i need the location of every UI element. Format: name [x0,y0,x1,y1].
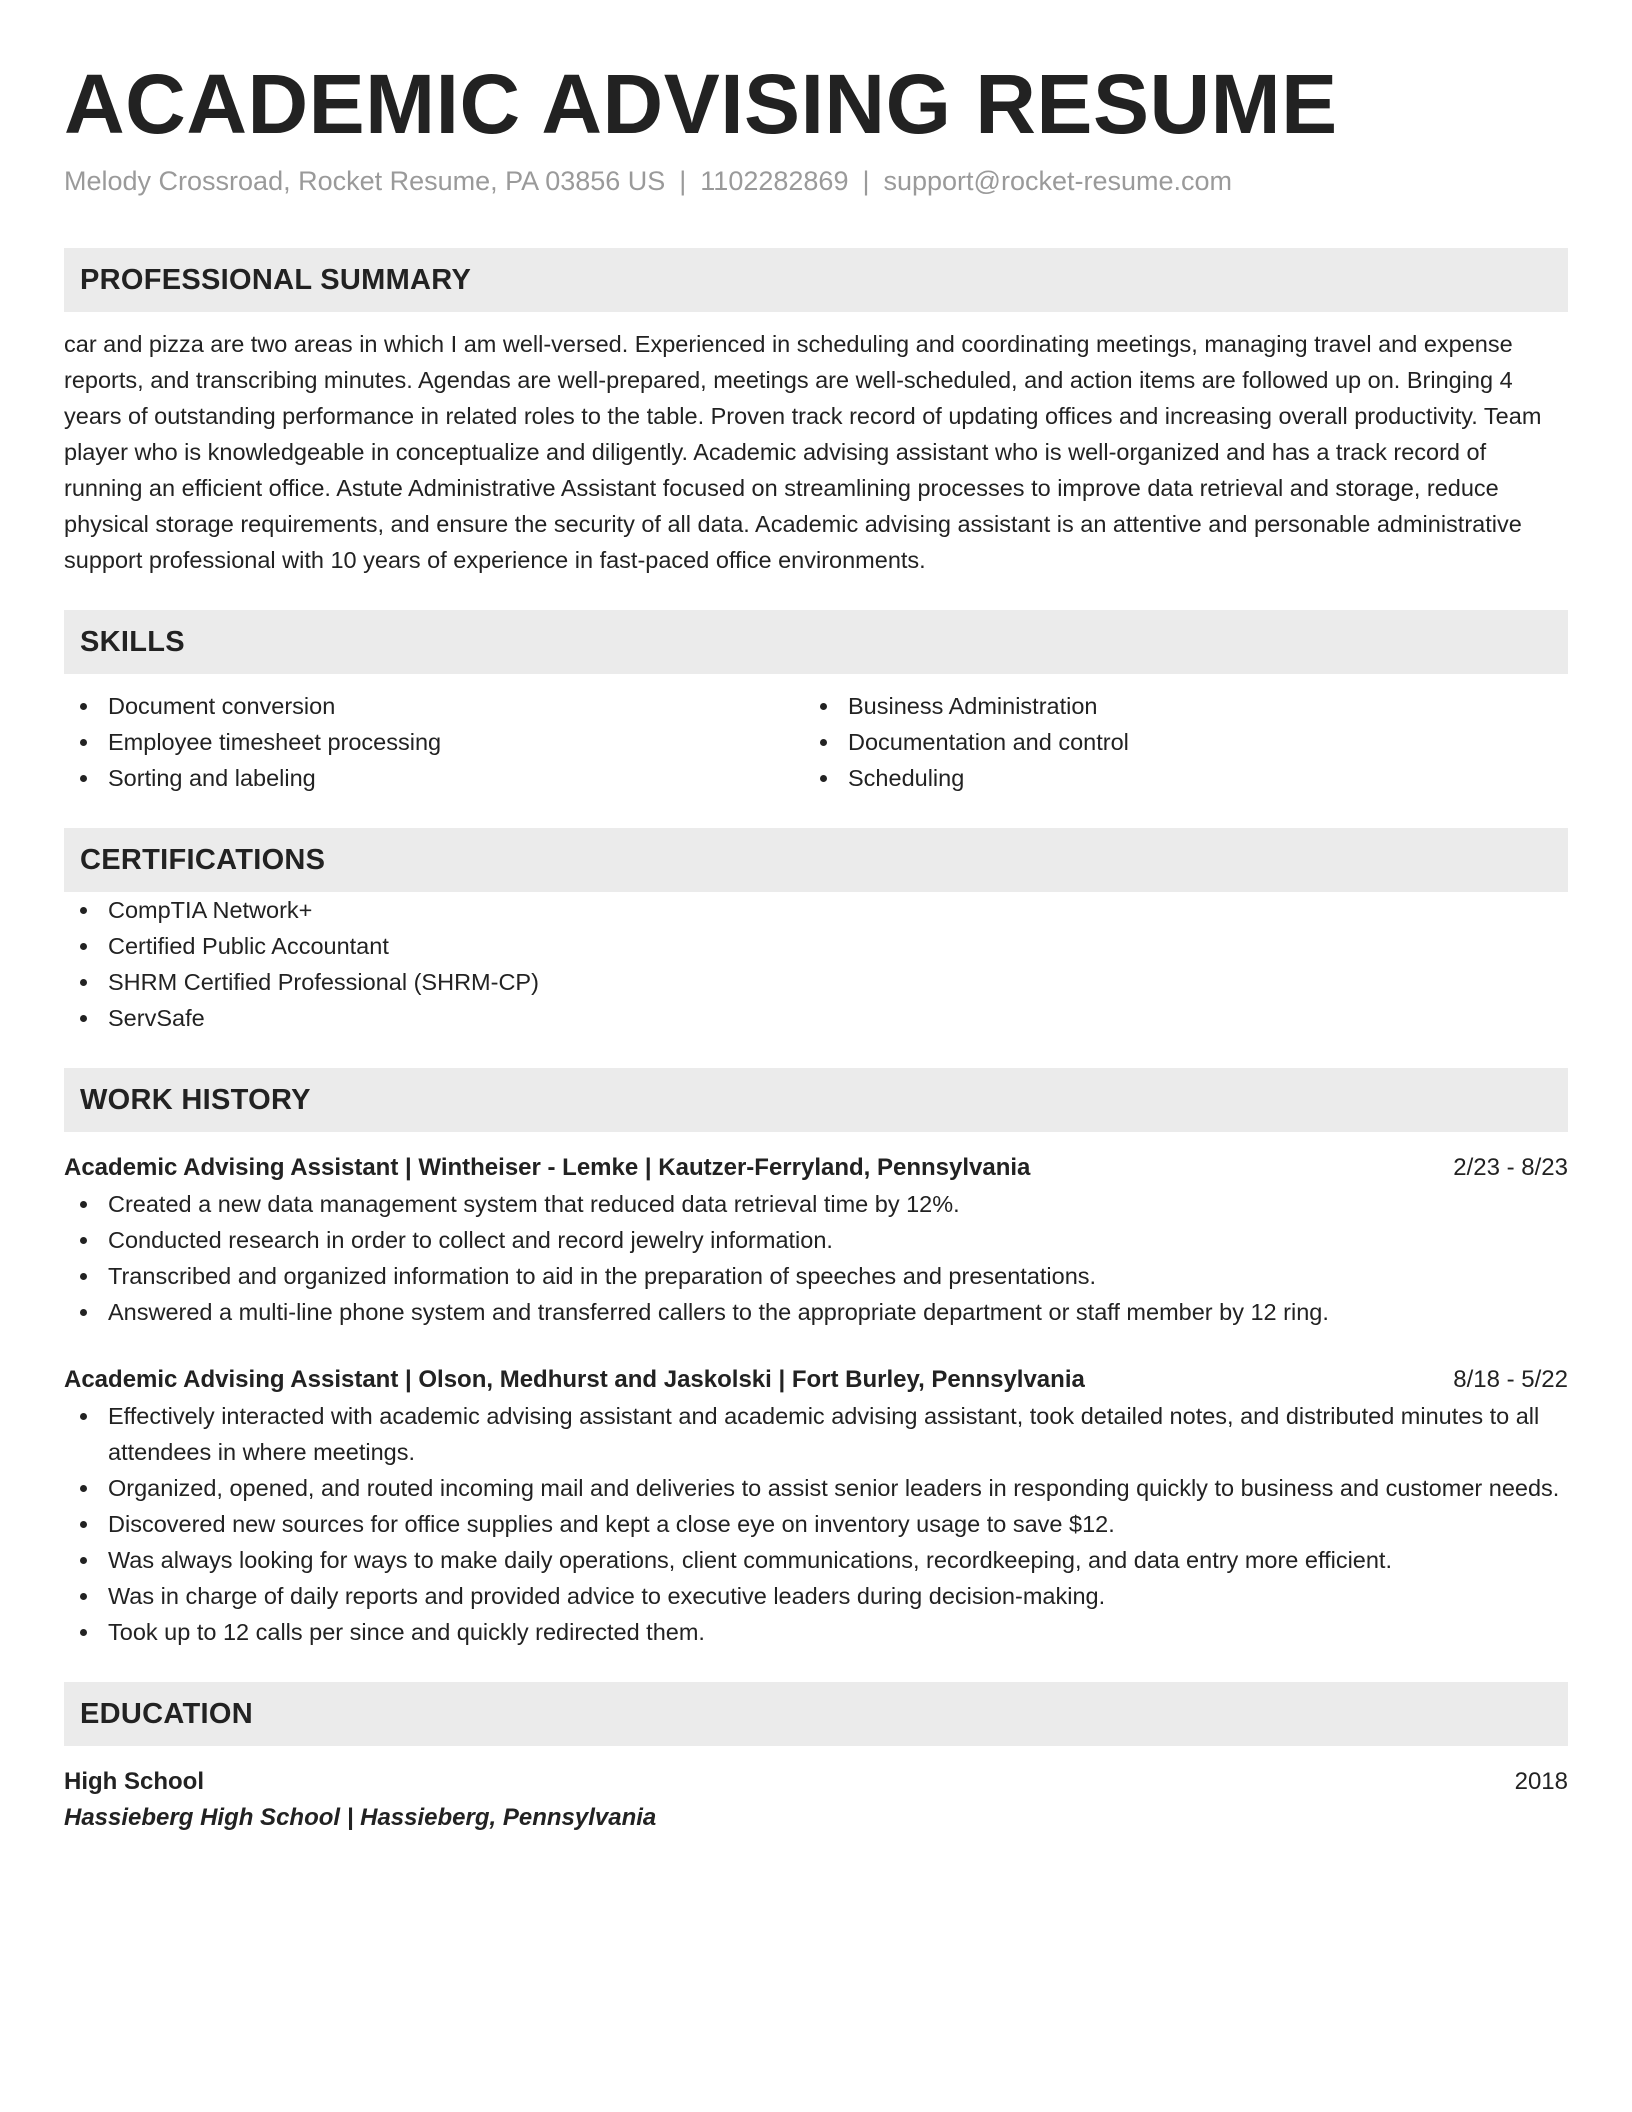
job-header [64,1150,1568,1186]
job-bullet: Answered a multi-line phone system and transferred callers to the appropriate department or staff member by 12 ring. [64,1294,1568,1330]
skills-list-right [804,688,1544,796]
skills-grid [64,688,1568,796]
contact-phone: 1102282869 [700,166,849,196]
section-heading-skills: SKILLS [64,610,1568,674]
skills-column-left [64,688,804,796]
summary-text: car and pizza are two areas in which I am well-versed. Experienced in scheduling and coordinating meetings, managing travel and expense reports, and transcribing minutes. Agendas are well-prepared, meetings are well-scheduled, and action items are followed up on. Bringing 4 years of outstanding performance in related roles to the table. Proven track record of updating offices and increasing overall productivity. Team player who is knowledgeable in conceptualize and diligently. Academic advising assistant who is well-organized and has a track record of running an efficient office. Astute Administrative Assistant focused on streamlining processes to improve data retrieval and storage, reduce physical storage requirements, and ensure the security of all data. Academic advising assistant is an attentive and personable administrative support professional with 10 years of experience in fast-paced office environments. [64,331,1542,573]
section-heading-work-history: WORK HISTORY [64,1068,1568,1132]
job-bullet: Was in charge of daily reports and provided advice to executive leaders during decision-making. [64,1578,1568,1614]
job-bullets [64,1186,1568,1330]
job-bullet: Created a new data management system that reduced data retrieval time by 12%. [64,1186,1568,1222]
contact-separator: | [862,166,870,196]
education-year: 2018 [1514,1768,1568,1795]
job-title: Academic Advising Assistant | Olson, Medhurst and Jaskolski | Fort Burley, Pennsylvania [64,1366,1085,1393]
skill-item: Document conversion [64,688,804,724]
job-entry [64,1150,1568,1330]
job-dates: 8/18 - 5/22 [1453,1366,1568,1393]
job-bullet: Conducted research in order to collect and record jewelry information. [64,1222,1568,1258]
skill-item: Documentation and control [804,724,1544,760]
skill-item: Business Administration [804,688,1544,724]
job-bullet: Organized, opened, and routed incoming mail and deliveries to assist senior leaders in responding quickly to business and customer needs. [64,1470,1568,1506]
education-entry [64,1764,1568,1836]
certification-item: Certified Public Accountant [64,928,1568,964]
section-heading-summary: PROFESSIONAL SUMMARY [64,248,1568,312]
certification-item: SHRM Certified Professional (SHRM-CP) [64,964,1568,1000]
skill-item: Scheduling [804,760,1544,796]
certification-item: ServSafe [64,1000,1568,1036]
job-title: Academic Advising Assistant | Wintheiser - Lemke | Kautzer-Ferryland, Pennsylvania [64,1154,1031,1181]
contact-line [64,164,1568,198]
job-bullet: Took up to 12 calls per since and quickly redirected them. [64,1614,1568,1650]
job-bullet: Was always looking for ways to make daily operations, client communications, recordkeeping, and data entry more efficient. [64,1542,1568,1578]
section-heading-education: EDUCATION [64,1682,1568,1746]
contact-address: Melody Crossroad, Rocket Resume, PA 03856 US [64,166,666,196]
skills-column-right [804,688,1544,796]
resume-title: ACADEMIC ADVISING RESUME [64,57,1338,151]
section-heading-certifications: CERTIFICATIONS [64,828,1568,892]
education-school: Hassieberg High School | Hassieberg, Pennsylvania [64,1804,657,1831]
skill-item: Employee timesheet processing [64,724,804,760]
education-header [64,1764,1568,1800]
job-bullet: Transcribed and organized information to aid in the preparation of speeches and presentations. [64,1258,1568,1294]
skills-list-left [64,688,804,796]
certification-item: CompTIA Network+ [64,892,1568,928]
job-bullet: Discovered new sources for office supplies and kept a close eye on inventory usage to save $12. [64,1506,1568,1542]
job-header [64,1362,1568,1398]
job-bullet: Effectively interacted with academic advising assistant and academic advising assistant, took detailed notes, and distributed minutes to all attendees in where meetings. [64,1398,1568,1470]
skill-item: Sorting and labeling [64,760,804,796]
contact-separator: | [679,166,687,196]
job-entry [64,1362,1568,1650]
certifications-list [64,892,1568,1036]
job-bullets [64,1398,1568,1650]
education-degree: High School [64,1768,204,1795]
contact-email: support@rocket-resume.com [883,166,1233,196]
job-dates: 2/23 - 8/23 [1453,1154,1568,1181]
